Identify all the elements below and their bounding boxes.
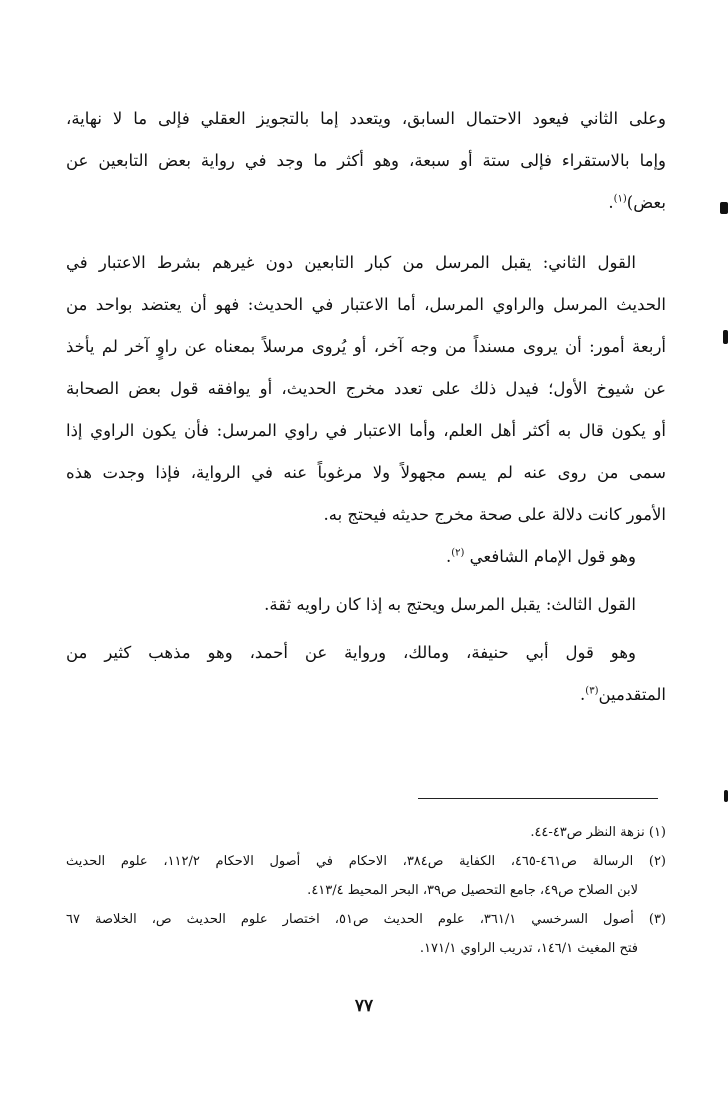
scan-edge-mark [720, 202, 728, 214]
footnote-divider [418, 798, 658, 799]
text-fragment: بعض) [626, 193, 666, 212]
text-line: أو يكون قال به أكثر أهل العلم، وأما الاعتبار في راوي المرسل: فأن يكون الراوي إذا [66, 421, 666, 440]
text-line: وهو قول أبي حنيفة، ومالك، ورواية عن أحمد، وهو مذهب كثير من [66, 643, 636, 662]
footnote-3 [66, 905, 666, 963]
text-line: القول الثالث: يقبل المرسل ويحتج به إذا كان راويه ثقة. [264, 595, 636, 614]
footnote-2 [66, 847, 666, 905]
paragraph-5 [66, 632, 666, 716]
scan-edge-mark [723, 330, 728, 344]
footnote-ref-2[interactable]: (٢) [451, 547, 465, 559]
paragraph-2 [66, 242, 666, 536]
footnote-line: (٢) الرسالة ص٤٦١-٤٦٥، الكفاية ص٣٨٤، الاحكام في أصول الاحكام ١١٢/٢، علوم الحديث [66, 854, 666, 869]
text-line [66, 182, 666, 224]
footnote-line: (١) نزهة النظر ص٤٣-٤٤. [530, 825, 666, 840]
text-line: القول الثاني: يقبل المرسل من كبار التابعين دون غيرهم بشرط الاعتبار في [66, 253, 636, 272]
text-line: الحديث المرسل والراوي المرسل، أما الاعتبار في الحديث: فهو أن يعتضد بواحد من [66, 295, 666, 314]
sentence-end: . [580, 685, 586, 704]
footnote-ref-3[interactable]: (٣) [585, 685, 599, 697]
footnotes [66, 818, 666, 963]
paragraph-4 [66, 584, 666, 626]
text-line: وإما بالاستقراء فإلى ستة أو سبعة، وهو أكثر ما وجد في رواية بعض التابعين عن [66, 151, 666, 170]
text-line: أربعة أمور: أن يروى مسنداً من وجه آخر، أو يُروى مرسلاً بمعناه عن راوٍ آخر لم يأخذ [66, 337, 666, 356]
text-fragment: المتقدمين [598, 685, 666, 704]
paragraph-3 [66, 536, 666, 578]
text-line: وعلى الثاني فيعود الاحتمال السابق، ويتعدد إما بالتجويز العقلي فإلى ما لا نهاية، [66, 109, 666, 128]
footnote-1 [66, 818, 666, 847]
text-line: الأمور كانت دلالة على صحة مخرج حديثه فيحتج به. [323, 505, 666, 524]
text-line [66, 674, 666, 716]
text-line: عن شيوخ الأول؛ فيدل ذلك على تعدد مخرج الحديث، أو يوافقه قول بعض الصحابة [66, 379, 666, 398]
footnote-ref-1[interactable]: (١) [613, 193, 627, 205]
text-line: سمى من روى عنه لم يسم مجهولاً ولا مرغوباً عنه في الرواية، فإذا وجدت هذه [66, 463, 666, 482]
text-line [66, 536, 666, 578]
text-fragment: وهو قول الإمام الشافعي [469, 547, 636, 566]
footnote-line: (٣) أصول السرخسي ٣٦١/١، علوم الحديث ص٥١، اختصار علوم الحديث ص، الخلاصة ٦٧ [66, 912, 666, 927]
paragraph-1 [66, 98, 666, 224]
footnote-line: فتح المغيث ١٤٦/١، تدريب الراوي ١٧١/١. [419, 941, 638, 956]
sentence-end: . [608, 193, 614, 212]
body-text [66, 98, 666, 716]
sentence-end: . [445, 547, 452, 566]
scan-edge-mark [724, 790, 728, 802]
footnote-line: لابن الصلاح ص٤٩، جامع التحصيل ص٣٩، البحر المحيط ٤١٣/٤. [307, 883, 638, 898]
page-number: ٧٧ [354, 996, 374, 1016]
